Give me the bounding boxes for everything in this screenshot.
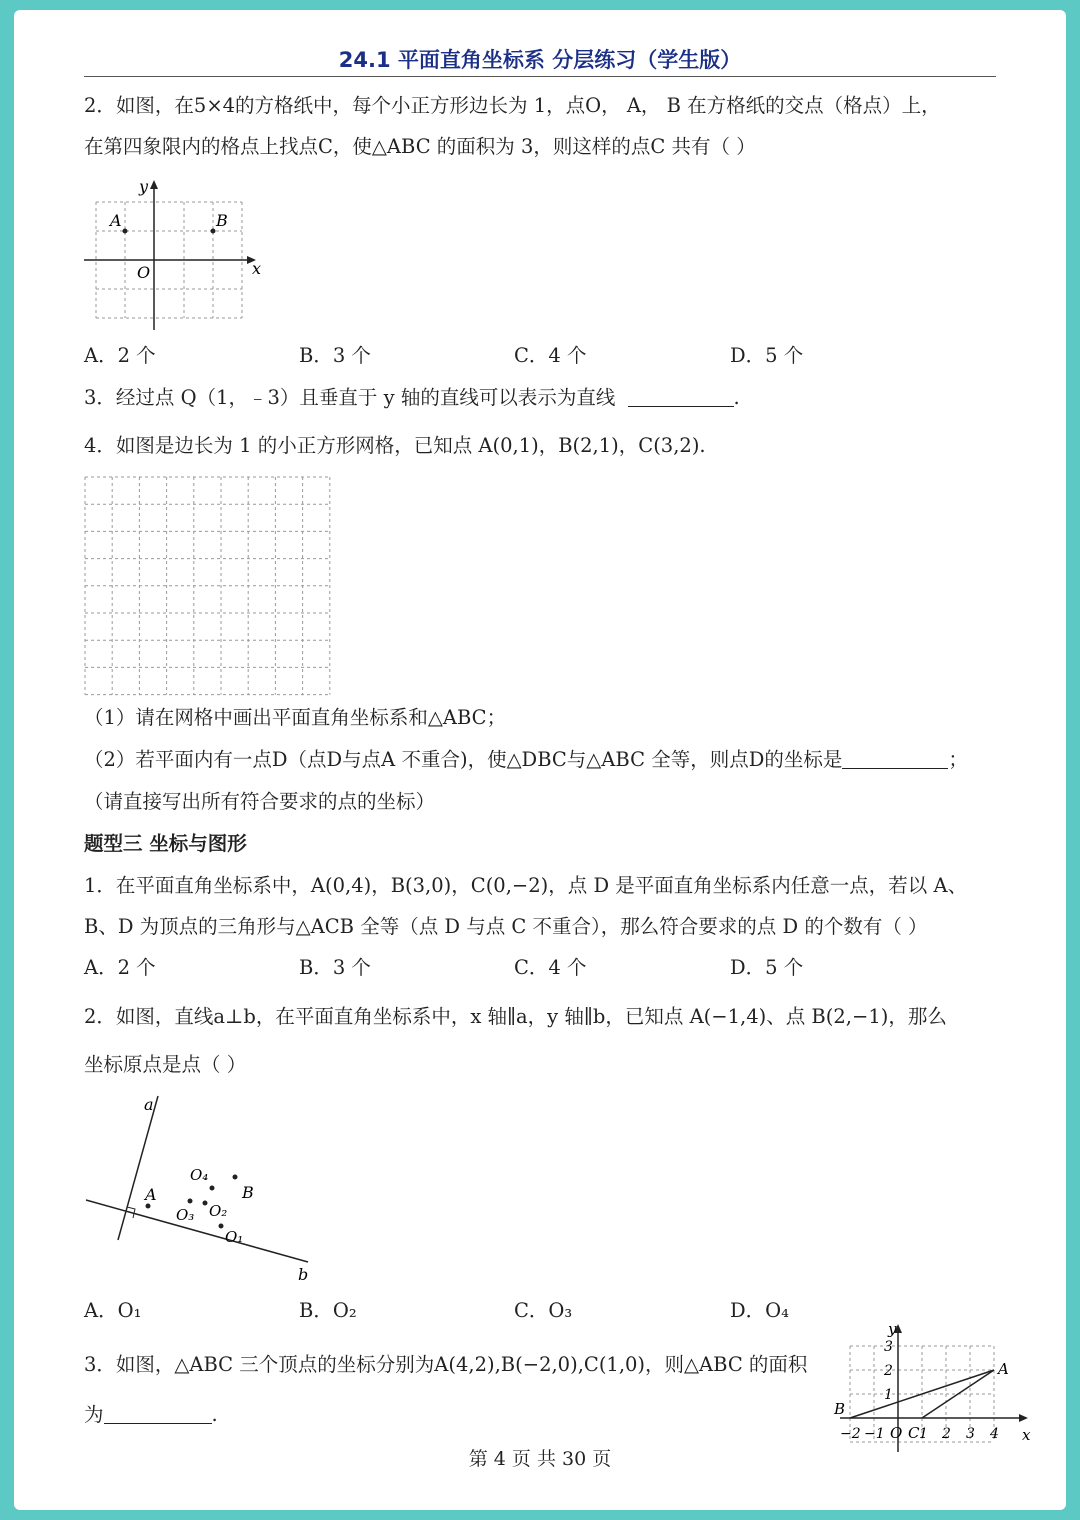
fig-label-y: y [139,177,149,196]
tick-x3: 3 [966,1426,975,1442]
q4a-sub2-end: ； [948,748,968,771]
q2b-lines-figure [80,1088,330,1284]
tick-y2: 2 [884,1363,893,1379]
q2b-option-a: A．O₁ [84,1299,142,1322]
fig-label-x: x [252,259,262,278]
q3b-line2 [84,1401,218,1429]
q2b-line1: 2．如图，直线a⊥b，在平面直角坐标系中，x 轴∥a，y 轴∥b，已知点 A(−1,4)、点 B(2,−1)，那么 [84,1005,947,1028]
fig-label-x: x [1022,1426,1031,1444]
q2a-grid-figure [80,176,270,332]
fig-label-b: b [298,1265,309,1284]
q3a-question: 3．经过点 Q（1，﹣3）且垂直于 y 轴的直线可以表示为直线 [84,386,616,409]
q1b-option-b: B．3 个 [299,956,371,979]
q1b-option-d: D．5 个 [730,956,804,979]
fig-label-B: B [242,1183,254,1202]
point-O3 [188,1199,193,1204]
q2a-line1: 2．如图，在5×4的方格纸中，每个小正方形边长为 1，点O， A， B 在方格纸的交点（格点）上， [84,94,941,117]
q2a-option-b: B．3 个 [299,344,371,367]
q4a-sub3: （请直接写出所有符合要求的点的坐标） [84,790,436,813]
q1b-line1: 1．在平面直角坐标系中，A(0,4)，B(3,0)，C(0,−2)，点 D 是平面直角坐标系内任意一点，若以 A、 [84,874,968,897]
worksheet-page [14,10,1066,1510]
fig-label-y: y [888,1320,897,1338]
tick-x2: 2 [942,1426,951,1442]
section-heading: 题型三 坐标与图形 [84,832,247,855]
tick-y1: 1 [884,1387,893,1403]
q4a-text: 4．如图是边长为 1 的小正方形网格，已知点 A(0,1)，B(2,1)，C(3,2). [84,434,706,457]
q2a-option-d: D．5 个 [730,344,804,367]
q1b-line2: B、D 为顶点的三角形与△ACB 全等（点 D 与点 C 不重合），那么符合要求的点 D 的个数有（ ） [84,915,928,938]
fig-label-B: B [834,1400,846,1418]
point-A [123,229,128,234]
q4a-sub2-text: （2）若平面内有一点D（点D与点A 不重合)，使△DBC与△ABC 全等，则点D的坐标是 [84,748,843,771]
page-footer: 第 4 页 共 30 页 [468,1448,612,1470]
page-header-title: 24.1 平面直角坐标系 分层练习（学生版） [338,48,742,72]
header-divider [84,76,996,77]
fig-label-A: A [998,1360,1009,1378]
q3b-end: . [211,1403,218,1426]
q2b-option-d: D．O₄ [730,1299,789,1322]
tick-xm2: −2 [840,1426,861,1442]
q4a-sub2 [84,746,968,774]
q3b-line2-text: 为 [84,1403,104,1426]
q4a-sub1: （1）请在网格中画出平面直角坐标系和△ABC； [84,706,507,729]
q1b-option-a: A．2 个 [84,956,156,979]
line-b [86,1200,308,1262]
q3b-answer-blank[interactable] [104,1403,212,1424]
fig-label-A: A [110,211,122,230]
q4a-answer-blank[interactable] [842,748,948,769]
q4a-blank-grid[interactable] [84,476,334,696]
point-B [233,1175,238,1180]
fig-label-A: A [145,1185,157,1204]
fig-label-O1: O₁ [225,1228,244,1246]
tick-y3: 3 [884,1339,893,1355]
q3a-end: . [733,386,740,409]
point-O2 [203,1201,208,1206]
point-A [146,1204,151,1209]
q3b-triangle-figure [820,1314,1040,1454]
q2b-option-b: B．O₂ [299,1299,357,1322]
q3a-answer-blank[interactable] [628,386,734,407]
q2b-option-c: C．O₃ [514,1299,573,1322]
fig-label-O2: O₂ [209,1202,228,1220]
q3a-text [84,384,740,412]
point-B [211,229,216,234]
q2a-line2: 在第四象限内的格点上找点C，使△ABC 的面积为 3，则这样的点C 共有（ ） [84,135,756,158]
tick-xm1: −1 [864,1426,885,1442]
point-O4 [210,1186,215,1191]
fig-label-O3: O₃ [176,1206,195,1224]
fig-label-a: a [144,1095,154,1114]
q3b-line1: 3．如图，△ABC 三个顶点的坐标分别为A(4,2),B(−2,0),C(1,0)，则△ABC 的面积 [84,1353,808,1376]
q2a-option-a: A．2 个 [84,344,156,367]
fig-label-O: O [890,1424,903,1442]
fig-label-O: O [137,263,151,282]
tick-x1: 1 [919,1426,928,1442]
fig-label-C: C [908,1424,920,1442]
q2b-line2: 坐标原点是点（ ） [84,1053,247,1076]
tick-x4: 4 [990,1426,999,1442]
fig-label-O4: O₄ [190,1166,209,1184]
fig-label-B: B [216,211,228,230]
point-O1 [219,1224,224,1229]
q1b-option-c: C．4 个 [514,956,587,979]
q2a-option-c: C．4 个 [514,344,587,367]
